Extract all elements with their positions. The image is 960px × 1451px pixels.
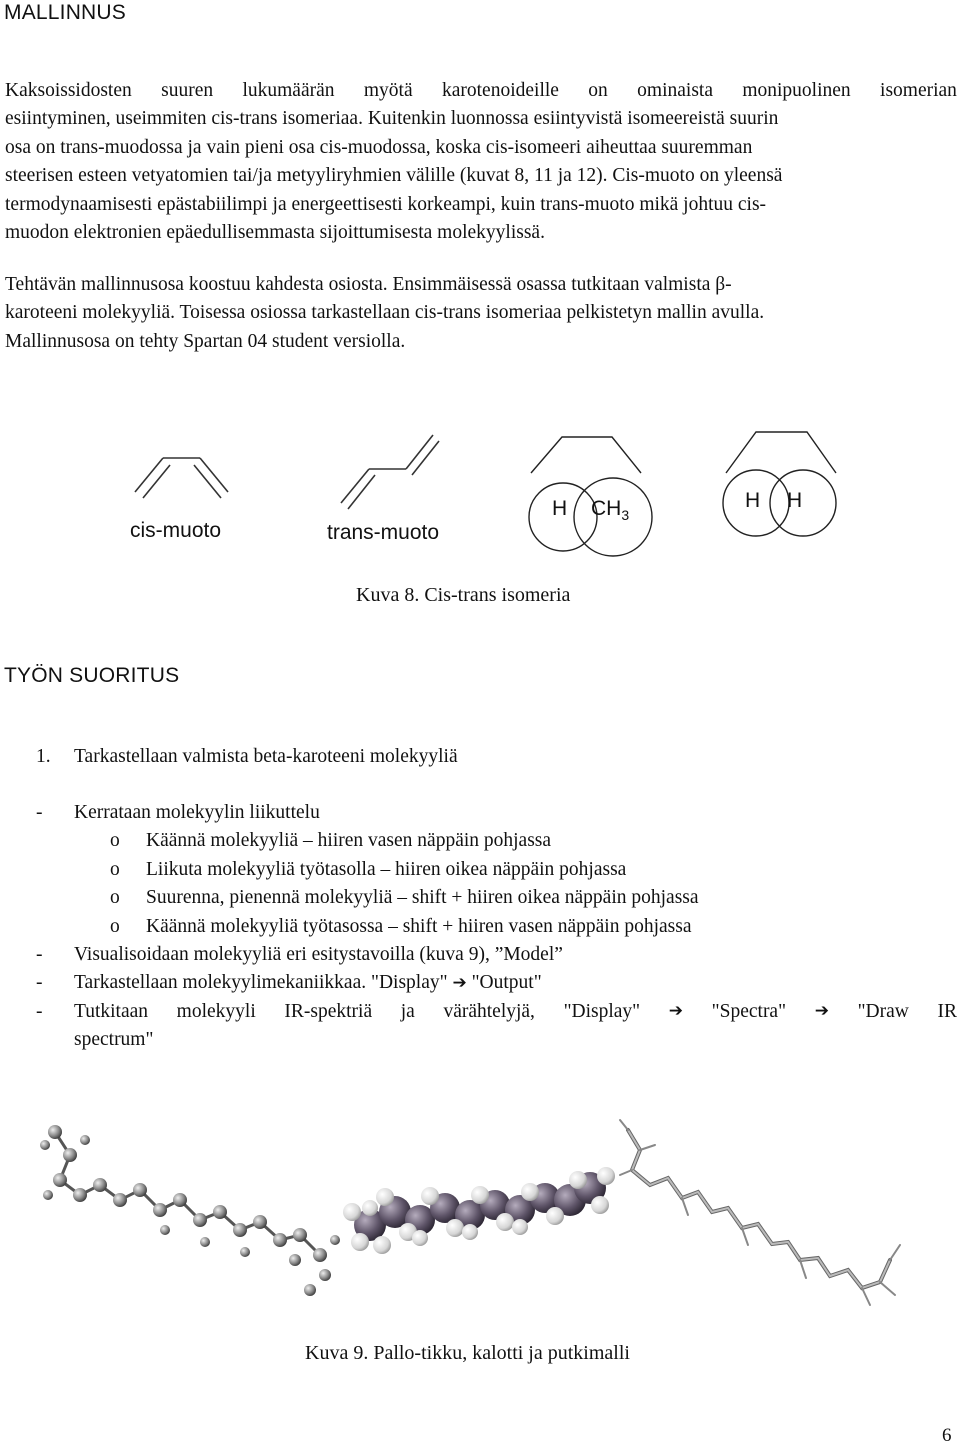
ir-word-6: "Display" <box>563 1001 641 1022</box>
molecule-models-figure <box>0 1100 960 1330</box>
page-number: 6 <box>942 1425 952 1446</box>
ir-word-4: ja <box>400 1001 415 1022</box>
list-item-mechanics <box>74 972 542 994</box>
sub-bullet-1: o <box>110 830 120 851</box>
list-dash-1: - <box>36 802 43 823</box>
ir-word-8: "Draw <box>857 1001 909 1022</box>
step-title: Tarkastellaan valmista beta-karoteeni molekyyliä <box>74 746 458 767</box>
tube-model <box>620 1120 900 1305</box>
sub-item-rotate: Käännä molekyyliä – hiiren vasen näppäin pohjassa <box>146 830 552 851</box>
sub-bullet-2: o <box>110 859 120 880</box>
h-atom-label: H <box>552 497 568 520</box>
figure-9-caption: Kuva 9. Pallo-tikku, kalotti ja putkimalli <box>305 1342 630 1364</box>
ir-word-3: IR-spektriä <box>284 1001 373 1022</box>
mechanics-text: Tarkastellaan molekyylimekaniikkaa. "Display" <box>74 972 448 993</box>
ir-word-9: IR <box>937 1001 957 1022</box>
sub-bullet-3: o <box>110 887 120 908</box>
intro-line-1 <box>5 77 957 105</box>
h-atom-label-right: H <box>787 489 803 512</box>
arrow-icon: ➔ <box>452 973 467 993</box>
h-atom-label-left: H <box>745 489 761 512</box>
intro-line-1-word: karotenoideille <box>441 80 559 101</box>
list-dash-2: - <box>36 944 43 965</box>
intro-line-1-word: suuren <box>161 80 214 101</box>
arrow-icon: ➔ <box>814 1001 829 1021</box>
intro-line-1-word: lukumäärän <box>242 80 335 101</box>
intro-line-1-word: monipuolinen <box>742 80 851 101</box>
ir-word-1: Tutkitaan <box>74 1001 149 1022</box>
scope-line-1: Tehtävän mallinnusosa koostuu kahdesta osiosta. Ensimmäisessä osassa tutkitaan valmista β- <box>5 274 732 295</box>
cis-label: cis-muoto <box>130 519 222 542</box>
steric-h-h-drawing <box>723 432 836 536</box>
step-number: 1. <box>36 746 51 767</box>
intro-line-1-word: on <box>588 80 608 101</box>
list-item-visualize: Visualisoidaan molekyyliä eri esitystavoilla (kuva 9), ”Model” <box>74 944 563 965</box>
intro-line-3: osa on trans-muodossa ja vain pieni osa cis-muodossa, koska cis-isomeeri aiheuttaa suuremman <box>5 137 753 158</box>
ch3-subscript: 3 <box>621 507 630 524</box>
scope-line-2: karoteeni molekyyliä. Toisessa osiossa tarkastellaan cis-trans isomeriaa pelkistetyn mallin avulla. <box>5 302 765 323</box>
ch3-text: CH <box>591 497 622 520</box>
list-dash-4: - <box>36 1001 43 1022</box>
trans-structure-drawing <box>341 435 439 509</box>
section-heading-mallinnus: MALLINNUS <box>4 1 126 24</box>
cis-structure-drawing <box>135 458 228 498</box>
mechanics-output: "Output" <box>471 972 542 993</box>
intro-line-1-word: myötä <box>363 80 413 101</box>
intro-line-4: steerisen esteen vetyatomien tai/ja metyyliryhmien välille (kuvat 8, 11 ja 12). Cis-muoto on yleensä <box>5 165 783 186</box>
cis-trans-figure <box>0 420 960 570</box>
sub-bullet-4: o <box>110 916 120 937</box>
ball-and-stick-model <box>40 1125 340 1296</box>
intro-line-2: esiintyminen, useimmiten cis-trans isomeriaa. Kuitenkin luonnossa esiintyvistä isomeereistä suurin <box>5 108 779 129</box>
trans-label: trans-muoto <box>327 521 440 544</box>
section-heading-tyon-suoritus: TYÖN SUORITUS <box>4 664 180 687</box>
intro-paragraph <box>5 77 957 247</box>
list-dash-3: - <box>36 972 43 993</box>
sub-item-rotate-plane: Käännä molekyyliä työtasossa – shift + hiiren vasen näppäin pohjassa <box>146 916 692 937</box>
scope-paragraph <box>5 271 957 361</box>
intro-line-1-word: ominaista <box>637 80 713 101</box>
arrow-icon: ➔ <box>668 1001 684 1021</box>
ir-word-2: molekyyli <box>176 1001 256 1022</box>
figure-8-caption: Kuva 8. Cis-trans isomeria <box>356 584 571 606</box>
intro-line-1-word: Kaksoissidosten <box>5 80 132 101</box>
list-item-molecule-movement: Kerrataan molekyylin liikuttelu <box>74 802 320 823</box>
ir-word-7: "Spectra" <box>711 1001 787 1022</box>
list-item-ir-spectrum <box>74 1001 957 1023</box>
ir-word-5: värähtelyjä, <box>443 1001 535 1022</box>
scope-line-3: Mallinnusosa on tehty Spartan 04 student versiolla. <box>5 331 406 352</box>
sub-item-move: Liikuta molekyyliä työtasolla – hiiren oikea näppäin pohjassa <box>146 859 627 880</box>
intro-line-6: muodon elektronien epäedullisemmasta sijoittumisesta molekyylissä. <box>5 222 545 243</box>
space-filling-model <box>343 1167 615 1254</box>
ir-line-continuation: spectrum" <box>74 1029 154 1050</box>
ch3-group-label <box>591 497 629 523</box>
intro-line-1-word: isomerian <box>880 80 957 101</box>
sub-item-zoom: Suurenna, pienennä molekyyliä – shift + hiiren oikea näppäin pohjassa <box>146 887 699 908</box>
intro-line-5: termodynaamisesti epästabiilimpi ja energeettisesti korkeampi, kuin trans-muoto mikä johtuu cis- <box>5 194 767 215</box>
